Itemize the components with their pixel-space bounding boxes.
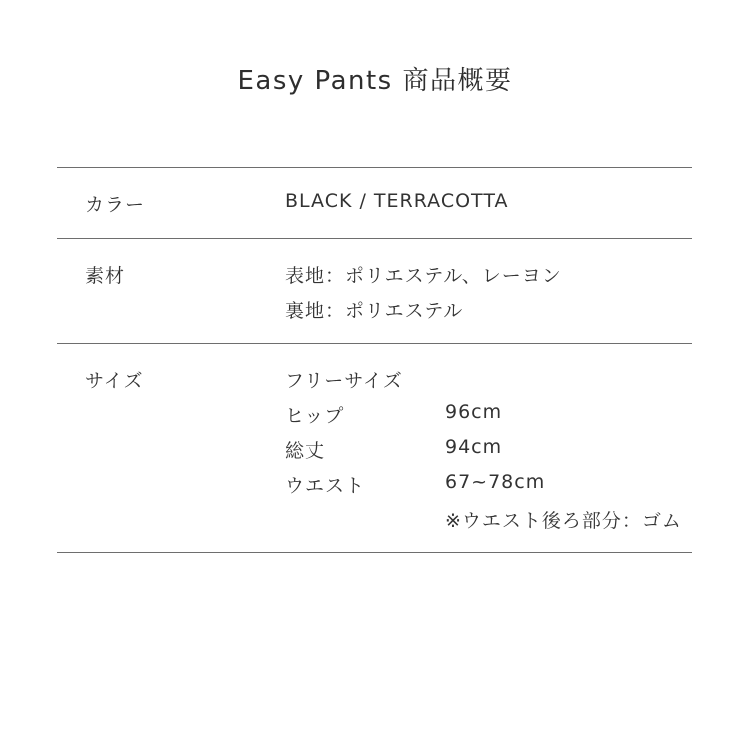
divider [57,552,692,553]
spec-value-waist: 67~78cm [445,471,546,493]
spec-table [57,167,692,553]
material-line: 裏地：ポリエステル [285,300,464,322]
row-label-size: サイズ [85,370,144,392]
size-note: ※ウエスト後ろ部分：ゴム [445,510,682,532]
page-title: Easy Pants 商品概要 [237,66,513,96]
spec-name-hip: ヒップ [285,405,345,427]
spec-name-waist: ウエスト [285,475,366,497]
row-label-color: カラー [85,194,146,216]
color-value: BLACK / TERRACOTTA [285,190,509,212]
row-size [57,344,692,552]
spec-value-hip: 96cm [445,401,503,423]
size-heading: フリーサイズ [285,370,403,392]
material-line: 表地：ポリエステル、レーヨン [285,265,562,287]
spec-name-length: 総丈 [285,440,326,462]
row-color [57,168,692,238]
row-material [57,239,692,343]
row-label-material: 素材 [85,265,126,287]
spec-value-length: 94cm [445,436,503,458]
